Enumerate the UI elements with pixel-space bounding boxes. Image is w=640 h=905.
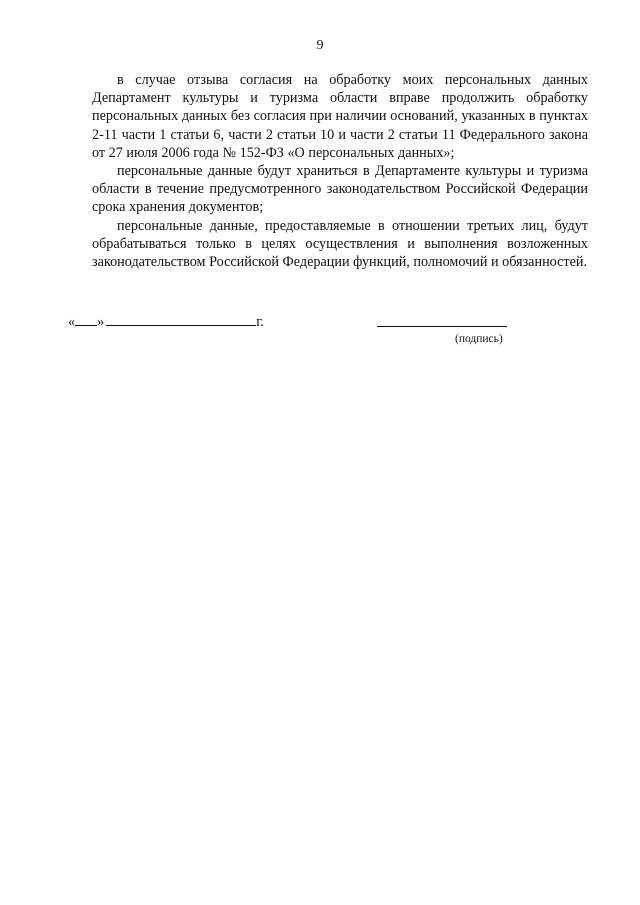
date-month-blank[interactable] (106, 313, 256, 326)
signature-caption: (подпись) (455, 333, 503, 345)
date-year-suffix: г. (256, 314, 264, 330)
paragraph-consent-withdrawal: в случае отзыва согласия на обработку моих персональных данных Департамент культуры и туризма области вправе продолжить обработку персональных данных без согласия при наличии оснований, указанных в пунктах 2-11 части 1 статьи 6, части 2 статьи 10 и части 2 статьи 11 Федерального закона от 27 июля 2006 года № 152-ФЗ «О персональных данных»; (92, 72, 588, 161)
date-day-blank[interactable] (75, 313, 97, 326)
date-field (68, 313, 264, 331)
document-body (92, 71, 588, 271)
paragraph-data-storage: персональные данные будут храниться в Департаменте культуры и туризма области в течение предусмотренного законодательством Российской Федерации срока хранения документов; (92, 163, 588, 216)
signature-row (68, 313, 588, 353)
signature-line[interactable] (377, 325, 507, 327)
paragraph-third-parties: персональные данные, предоставляемые в отношении третьих лиц, будут обрабатываться только в целях осуществления и выполнения возложенных законодательством Российской Федерации функций, полномочий и обязанностей. (92, 217, 588, 271)
page-number: 9 (316, 38, 324, 53)
date-close-quote: » (97, 314, 105, 330)
date-open-quote: « (68, 314, 76, 330)
